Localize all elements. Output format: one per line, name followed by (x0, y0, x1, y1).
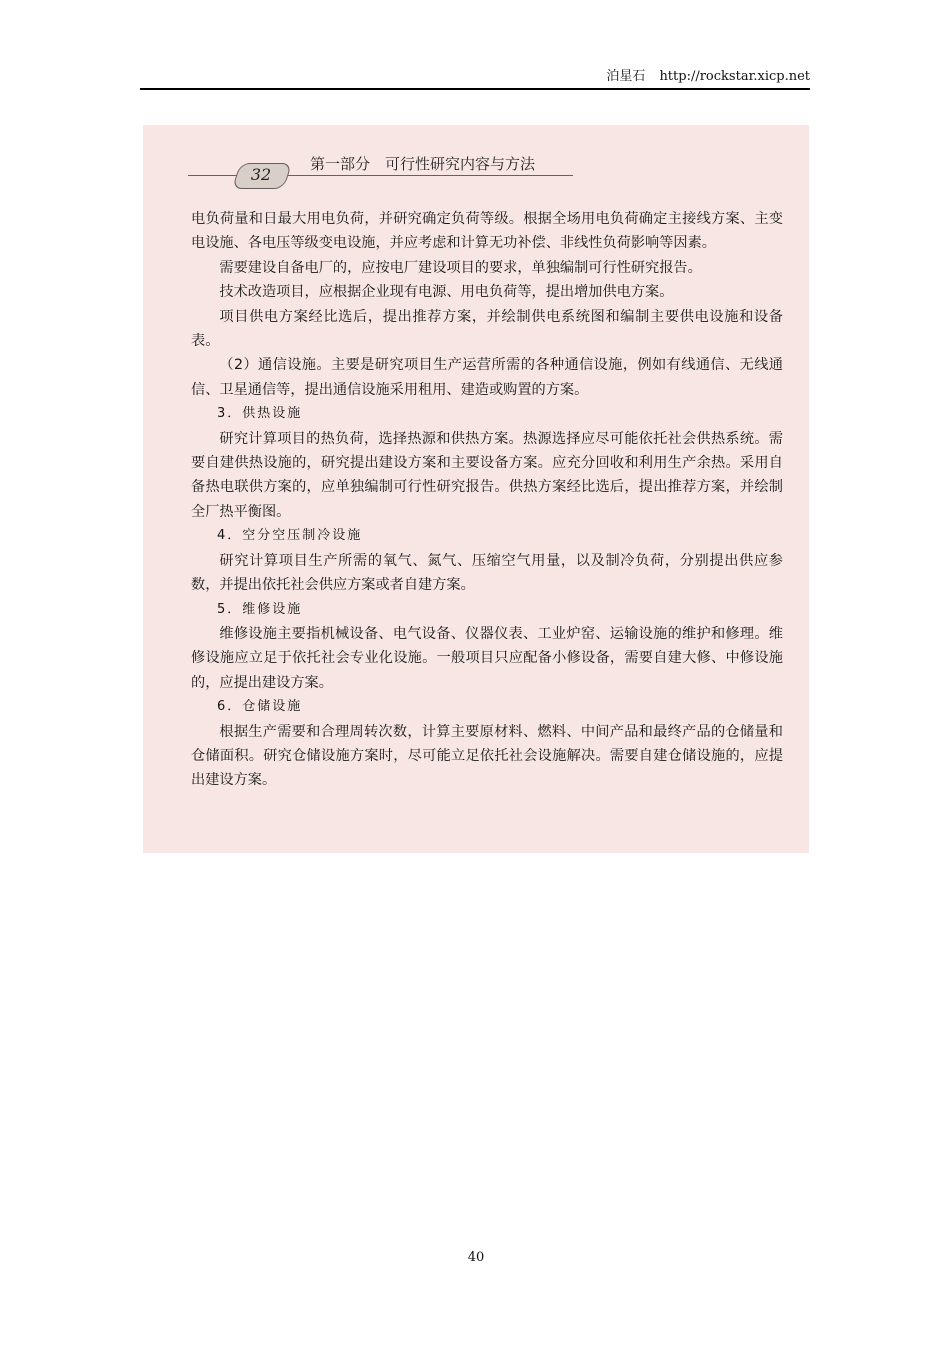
paragraph: 研究计算项目生产所需的氧气、氮气、压缩空气用量，以及制冷负荷，分别提出供应参数，并提出依托社会供应方案或者自建方案。 (191, 552, 783, 594)
body-text (191, 207, 783, 793)
header-author: 泊星石 (606, 69, 646, 84)
paragraph: 研究计算项目的热负荷，选择热源和供热方案。热源选择应尽可能依托社会供热系统。需要自建供热设施的，研究提出建设方案和主要设备方案。应充分回收和利用生产余热。采用自备热电联供方案的，应单独编制可行性研究报告。供热方案经比选后，提出推荐方案，并绘制全厂热平衡图。 (191, 430, 783, 520)
paragraph: 需要建设自备电厂的，应按电厂建设项目的要求，单独编制可行性研究报告。 (219, 259, 702, 276)
paragraph: 根据生产需要和合理周转次数，计算主要原材料、燃料、中间产品和最终产品的仓储量和仓储面积。研究仓储设施方案时，尽可能立足依托社会设施解决。需要自建仓储设施的，应提出建设方案。 (191, 723, 783, 789)
paragraph: 技术改造项目，应根据企业现有电源、用电负荷等，提出增加供电方案。 (219, 284, 674, 301)
running-head (188, 155, 573, 191)
section-heading: 6．仓储设施 (217, 699, 303, 715)
scanned-book-page (143, 125, 809, 853)
header-rule (140, 88, 810, 90)
section-heading: 4．空分空压制冷设施 (217, 528, 363, 544)
paragraph: 维修设施主要指机械设备、电气设备、仪器仪表、工业炉窑、运输设施的维护和修理。维修设施应立足于依托社会专业化设施。一般项目只应配备小修设备，需要自建大修、中修设施的，应提出建设方案。 (191, 625, 783, 691)
paragraph: 项目供电方案经比选后，提出推荐方案，并绘制供电系统图和编制主要供电设施和设备表。 (191, 308, 783, 350)
book-page-number: 32 (250, 165, 272, 184)
paragraph: 电负荷量和日最大用电负荷，并研究确定负荷等级。根据全场用电负荷确定主接线方案、主变电设施、各电压等级变电设施，并应考虑和计算无功补偿、非线性负荷影响等因素。 (191, 211, 783, 252)
page-footer-number: 40 (467, 1250, 485, 1265)
section-heading: 5．维修设施 (217, 601, 303, 617)
header-url[interactable]: http://rockstar.xicp.net (659, 69, 810, 84)
running-head-title: 第一部分 可行性研究内容与方法 (310, 155, 536, 173)
paragraph: （2）通信设施。主要是研究项目生产运营所需的各种通信设施，例如有线通信、无线通信、卫星通信等，提出通信设施采用租用、建造或购置的方案。 (191, 357, 783, 398)
page-header (140, 66, 810, 88)
section-heading: 3．供热设施 (217, 406, 303, 422)
